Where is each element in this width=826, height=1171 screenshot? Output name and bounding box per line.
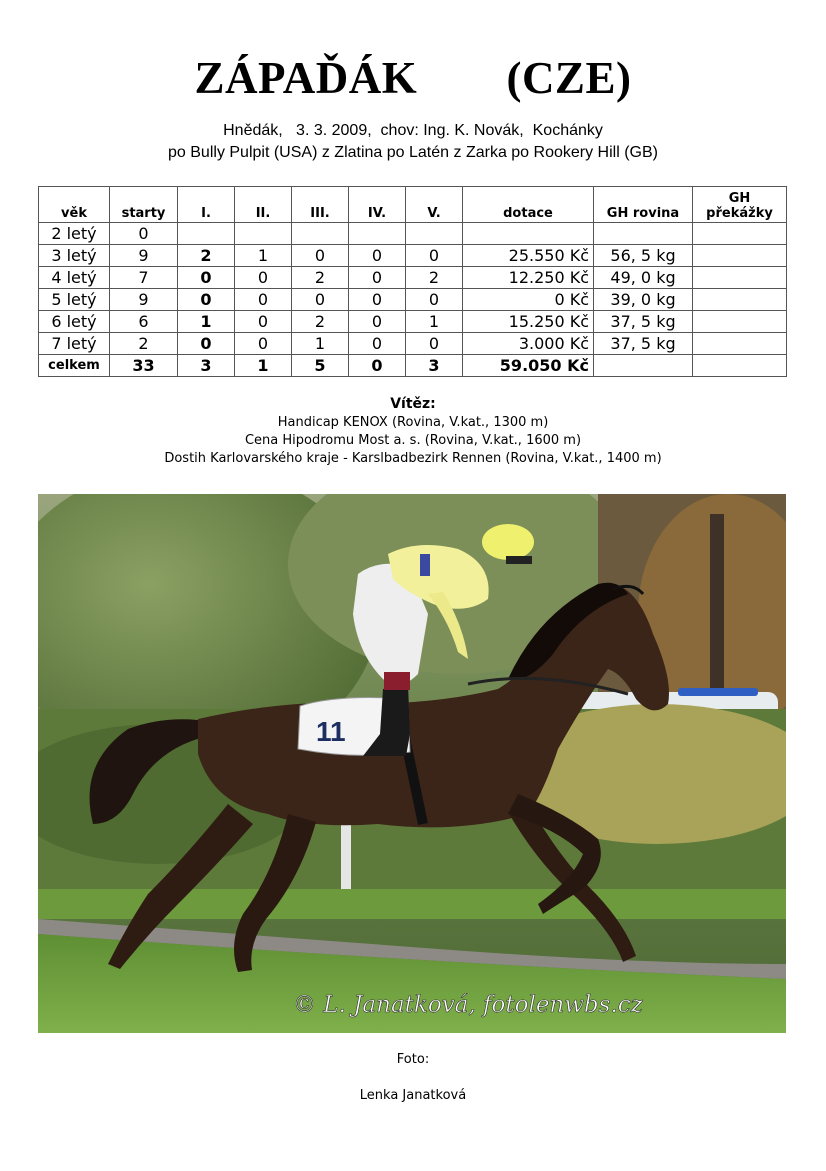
table-row xyxy=(39,245,787,267)
cell-second: 0 xyxy=(235,289,292,311)
col-header-gh-jumps: GH překážky xyxy=(693,187,787,223)
cell-gh-jumps xyxy=(693,223,787,245)
cell-prize-money: 0 Kč xyxy=(463,289,594,311)
cell-prize-money xyxy=(463,223,594,245)
cell-fifth: 0 xyxy=(406,245,463,267)
table-total-row xyxy=(39,355,787,377)
cell-third: 1 xyxy=(292,333,349,355)
cell-gh-flat: 56, 5 kg xyxy=(594,245,693,267)
cell-age: 6 letý xyxy=(39,311,110,333)
cell-fourth xyxy=(349,223,406,245)
winner-race-2: Cena Hipodromu Most a. s. (Rovina, V.kat., 1600 m) xyxy=(244,433,582,448)
cell-fifth: 0 xyxy=(406,289,463,311)
col-header-prize-money: dotace xyxy=(463,187,594,223)
tree-trunk xyxy=(710,514,724,714)
silks-stripe xyxy=(420,554,430,576)
table-body xyxy=(39,223,787,377)
horse-name-title: ZÁPAĎÁK (CZE) xyxy=(194,53,632,103)
cell-second xyxy=(235,223,292,245)
cell-fourth: 0 xyxy=(349,267,406,289)
cell-gh-flat xyxy=(594,355,693,377)
cell-gh-jumps xyxy=(693,333,787,355)
jockey-helmet xyxy=(482,524,534,560)
cell-fourth: 0 xyxy=(349,311,406,333)
cell-prize-money: 15.250 Kč xyxy=(463,311,594,333)
cell-third xyxy=(292,223,349,245)
cell-first: 2 xyxy=(178,245,235,267)
cell-starts: 7 xyxy=(110,267,178,289)
cell-second: 1 xyxy=(235,245,292,267)
cell-prize-money: 3.000 Kč xyxy=(463,333,594,355)
cell-starts: 6 xyxy=(110,311,178,333)
cell-fourth: 0 xyxy=(349,289,406,311)
saddle-number: 11 xyxy=(316,716,346,747)
cell-starts: 9 xyxy=(110,245,178,267)
cell-first xyxy=(178,223,235,245)
cell-gh-flat: 49, 0 kg xyxy=(594,267,693,289)
career-stats-table xyxy=(38,186,787,377)
cell-first: 0 xyxy=(178,289,235,311)
cell-fifth: 0 xyxy=(406,333,463,355)
photo-watermark: © L. Janatková, fotolenwbs.cz xyxy=(293,992,643,1018)
table-header-row xyxy=(39,187,787,223)
cell-gh-jumps xyxy=(693,289,787,311)
cell-gh-jumps xyxy=(693,267,787,289)
cell-gh-jumps xyxy=(693,311,787,333)
cell-gh-jumps xyxy=(693,245,787,267)
cell-prize-money: 25.550 Kč xyxy=(463,245,594,267)
horse-photo xyxy=(38,494,786,1033)
rail-post xyxy=(341,824,351,899)
pedigree-line: po Bully Pulpit (USA) z Zlatina po Latén z Zarka po Rookery Hill (GB) xyxy=(168,144,658,161)
col-header-second: II. xyxy=(235,187,292,223)
cell-second: 1 xyxy=(235,355,292,377)
col-header-third: III. xyxy=(292,187,349,223)
col-header-first: I. xyxy=(178,187,235,223)
cell-age: 5 letý xyxy=(39,289,110,311)
boot-top xyxy=(384,672,410,690)
col-header-fifth: V. xyxy=(406,187,463,223)
cell-second: 0 xyxy=(235,333,292,355)
cell-third: 0 xyxy=(292,245,349,267)
cell-fourth: 0 xyxy=(349,245,406,267)
cell-age: 7 letý xyxy=(39,333,110,355)
cell-age: 2 letý xyxy=(39,223,110,245)
cell-second: 0 xyxy=(235,267,292,289)
cell-first: 0 xyxy=(178,267,235,289)
cell-gh-jumps xyxy=(693,355,787,377)
table-row xyxy=(39,333,787,355)
cell-second: 0 xyxy=(235,311,292,333)
horse-details: Hnědák, 3. 3. 2009, chov: Ing. K. Novák, Kochánky xyxy=(223,122,603,139)
cell-starts: 0 xyxy=(110,223,178,245)
cell-starts: 2 xyxy=(110,333,178,355)
cell-age: celkem xyxy=(39,355,110,377)
table-row xyxy=(39,267,787,289)
photo-credit-name: Lenka Janatková xyxy=(359,1088,467,1103)
cell-first: 0 xyxy=(178,333,235,355)
cell-third: 0 xyxy=(292,289,349,311)
cell-age: 4 letý xyxy=(39,267,110,289)
cell-gh-flat: 37, 5 kg xyxy=(594,333,693,355)
cell-fourth: 0 xyxy=(349,355,406,377)
cell-gh-flat: 39, 0 kg xyxy=(594,289,693,311)
horse-photo-illustration xyxy=(38,494,786,1033)
cell-first: 3 xyxy=(178,355,235,377)
jockey-goggles xyxy=(506,556,532,564)
cell-gh-flat: 37, 5 kg xyxy=(594,311,693,333)
cell-prize-money: 59.050 Kč xyxy=(463,355,594,377)
cell-fifth: 2 xyxy=(406,267,463,289)
cell-fourth: 0 xyxy=(349,333,406,355)
col-header-fourth: IV. xyxy=(349,187,406,223)
cell-third: 2 xyxy=(292,267,349,289)
cell-third: 2 xyxy=(292,311,349,333)
cell-gh-flat xyxy=(594,223,693,245)
winner-heading: Vítěz: xyxy=(390,396,436,412)
photo-credit-label: Foto: xyxy=(396,1052,430,1067)
cell-starts: 9 xyxy=(110,289,178,311)
cell-fifth: 1 xyxy=(406,311,463,333)
col-header-gh-flat: GH rovina xyxy=(594,187,693,223)
table-row xyxy=(39,289,787,311)
cell-starts: 33 xyxy=(110,355,178,377)
winner-race-3: Dostih Karlovarského kraje - Karslbadbezirk Rennen (Rovina, V.kat., 1400 m) xyxy=(164,451,662,466)
table-row xyxy=(39,311,787,333)
winner-race-1: Handicap KENOX (Rovina, V.kat., 1300 m) xyxy=(277,415,549,430)
car-light-bar xyxy=(678,688,758,696)
col-header-age: věk xyxy=(39,187,110,223)
cell-fifth: 3 xyxy=(406,355,463,377)
cell-fifth xyxy=(406,223,463,245)
cell-third: 5 xyxy=(292,355,349,377)
cell-age: 3 letý xyxy=(39,245,110,267)
table-row xyxy=(39,223,787,245)
col-header-starts: starty xyxy=(110,187,178,223)
cell-first: 1 xyxy=(178,311,235,333)
cell-prize-money: 12.250 Kč xyxy=(463,267,594,289)
